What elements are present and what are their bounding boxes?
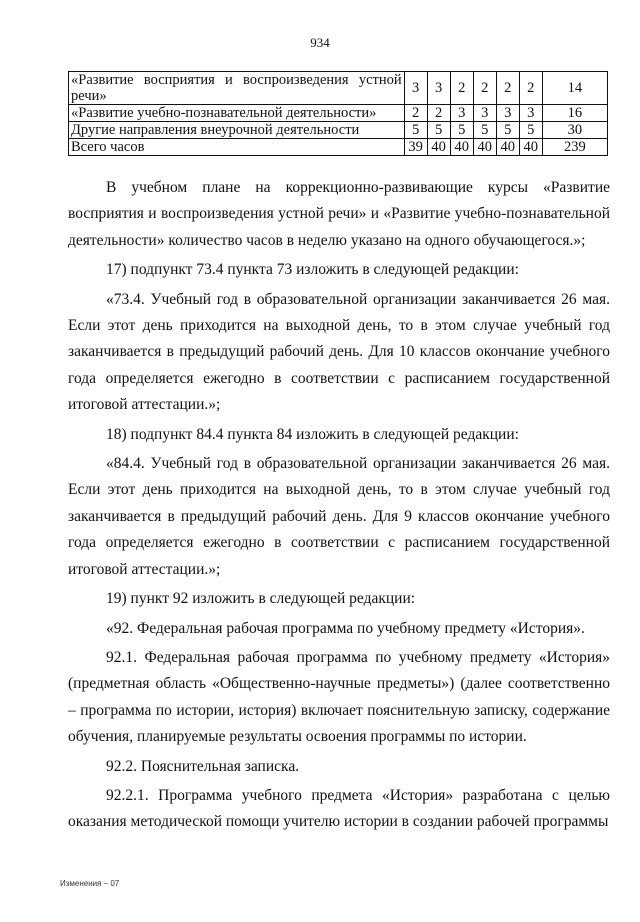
row-value: 5 [427, 122, 450, 139]
table-row [69, 122, 608, 139]
row-total: 30 [542, 122, 607, 139]
paragraph: 92.2.1. Программа учебного предмета «История» разработана с целью оказания методической помощи учителю истории в создании рабочей программы [68, 786, 610, 831]
row-value: 2 [519, 72, 542, 105]
page-number: 934 [310, 35, 330, 50]
row-value: 2 [496, 72, 519, 105]
paragraph: «92. Федеральная рабочая программа по учебному предмету «История». [106, 619, 585, 637]
paragraph: «84.4. Учебный год в образовательной организации заканчивается 26 мая. Если этот день приходится на выходной день, то в этом случае учебный год заканчивается в предыдущий рабочий день. Для 9 классов окончание учебного года определяется ежегодно в соответствии с расписанием государственной итоговой аттестации.»; [68, 455, 610, 578]
row-value: 3 [404, 72, 427, 105]
paragraph: 92.2. Пояснительная записка. [106, 757, 300, 775]
document-body [68, 175, 610, 839]
table-row [69, 105, 608, 122]
row-value: 2 [450, 72, 473, 105]
footer-label: Изменения – 07 [60, 879, 120, 888]
row-value: 40 [450, 139, 473, 156]
row-total: 16 [542, 105, 607, 122]
row-value: 39 [404, 139, 427, 156]
row-name: «Развитие восприятия и воспроизведения устной речи» [69, 72, 405, 105]
paragraph: В учебном плане на коррекционно-развивающие курсы «Развитие восприятия и воспроизведения устной речи» и «Развитие учебно-познавательной деятельности» количество часов в неделю указано на одного обучающегося.»; [68, 179, 610, 249]
row-name: Всего часов [69, 139, 405, 156]
row-value: 40 [473, 139, 496, 156]
row-value: 2 [404, 105, 427, 122]
row-value: 40 [496, 139, 519, 156]
row-value: 2 [427, 105, 450, 122]
row-name: Другие направления внеурочной деятельности [69, 122, 405, 139]
row-total: 239 [542, 139, 607, 156]
row-value: 5 [404, 122, 427, 139]
hours-table [68, 71, 608, 156]
paragraph: 17) подпункт 73.4 пункта 73 изложить в следующей редакции: [106, 261, 519, 279]
table-row [69, 72, 608, 105]
row-value: 5 [519, 122, 542, 139]
row-value: 5 [496, 122, 519, 139]
table-row [69, 139, 608, 156]
row-value: 3 [427, 72, 450, 105]
row-value: 3 [496, 105, 519, 122]
paragraph: «73.4. Учебный год в образовательной организации заканчивается 26 мая. Если этот день приходится на выходной день, то в этом случае учебный год заканчивается в предыдущий рабочий день. Для 10 классов окончание учебного года определяется ежегодно в соответствии с расписанием государственной итоговой аттестации.»; [68, 290, 610, 414]
row-total: 14 [542, 72, 607, 105]
row-value: 3 [450, 105, 473, 122]
row-value: 5 [450, 122, 473, 139]
row-value: 3 [519, 105, 542, 122]
row-value: 3 [473, 105, 496, 122]
row-value: 5 [473, 122, 496, 139]
paragraph: 92.1. Федеральная рабочая программа по учебному предмету «История» (предметная область «Общественно-научные предметы») (далее соответственно – программа по истории, история) включает пояснительную записку, содержание обучения, планируемые результаты освоения программы по истории. [68, 648, 610, 746]
paragraph: 18) подпункт 84.4 пункта 84 изложить в следующей редакции: [106, 425, 519, 443]
row-value: 2 [473, 72, 496, 105]
row-value: 40 [427, 139, 450, 156]
paragraph: 19) пункт 92 изложить в следующей редакции: [106, 590, 416, 608]
row-name: «Развитие учебно-познавательной деятельности» [69, 105, 405, 122]
row-value: 40 [519, 139, 542, 156]
